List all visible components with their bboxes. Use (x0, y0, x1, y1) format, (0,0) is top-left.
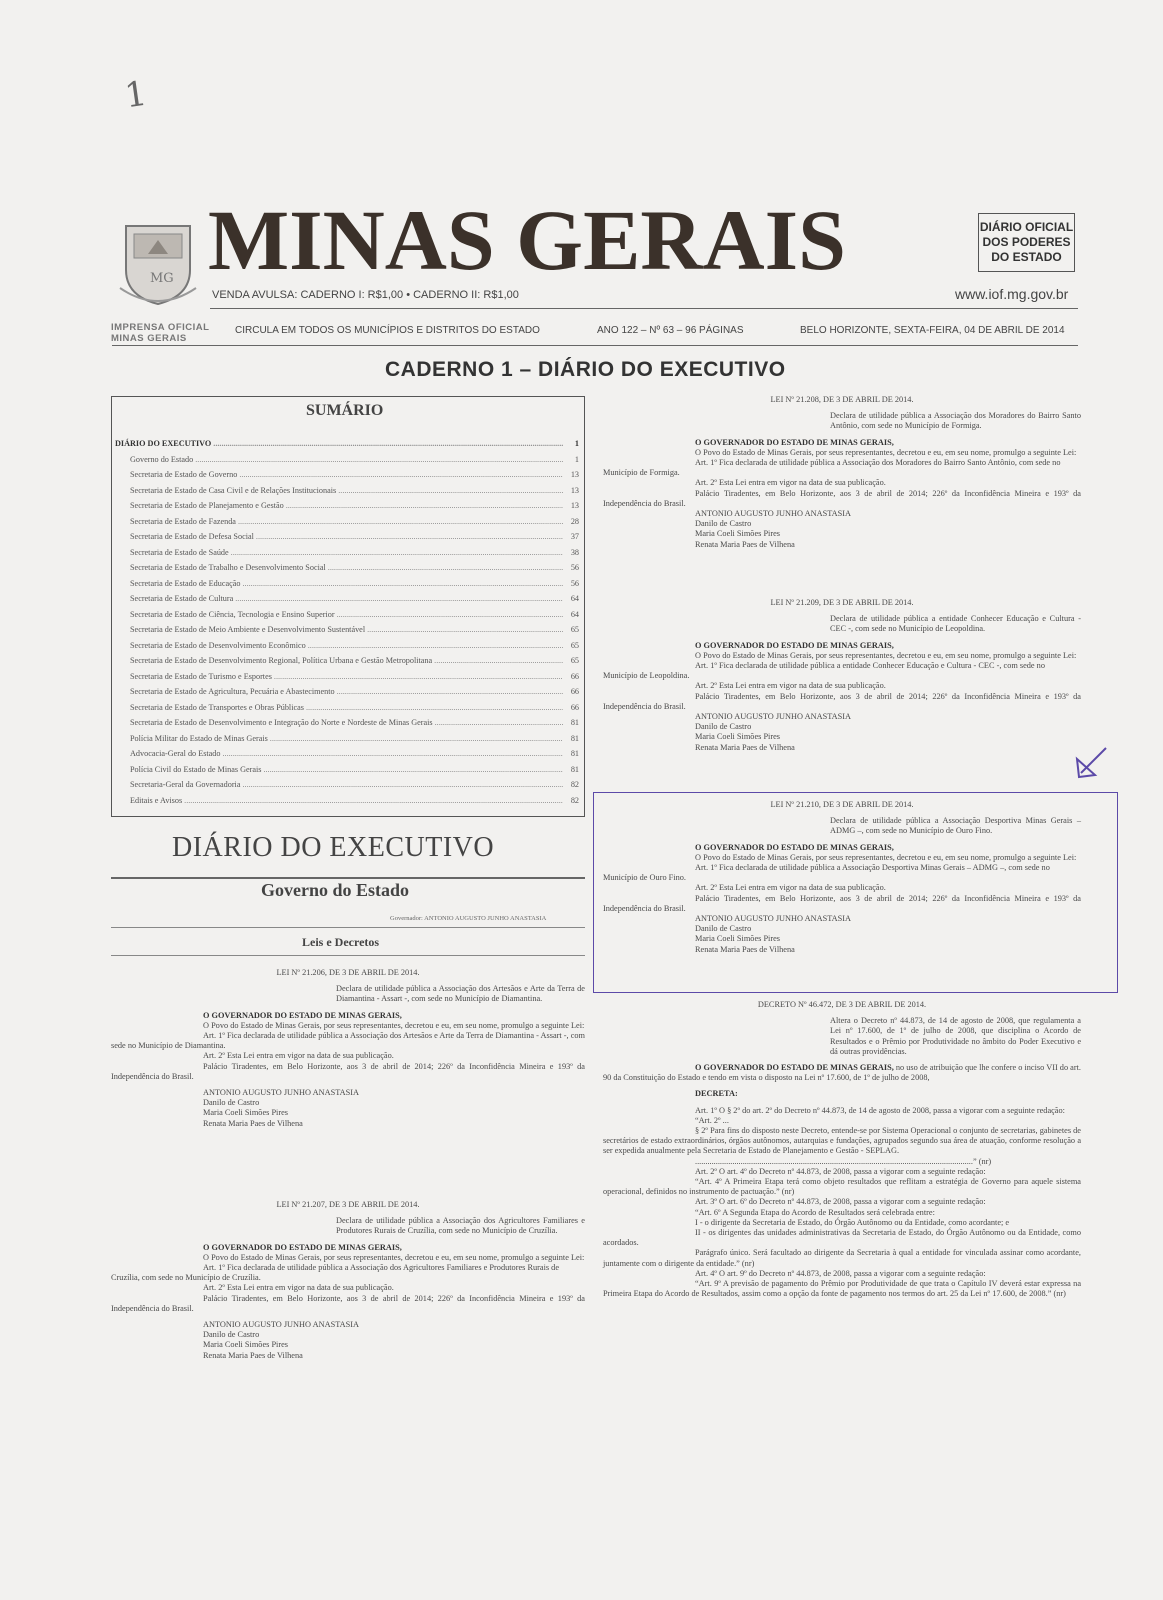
sumario-item-page: 56 (570, 578, 579, 588)
decreto-paragraph: Art. 1º O § 2º do art. 2º do Decreto nº 44.873, de 14 de agosto de 2008, passa a vigorar com a seguinte redação: (695, 1105, 1065, 1115)
signatory: Renata Maria Paes de Vilhena (695, 539, 795, 549)
decreto-paragraph: “Art. 4º A Primeira Etapa terá como objeto resultados que reflitam a estratégia de Governo para aquele sistema operacional, definidos no instrumento de pactuação.” (nr) (603, 1177, 1081, 1197)
leader-dots (184, 793, 563, 809)
law-article-1: Art. 1º Fica declarada de utilidade pública a Associação dos Artesãos e Arte da Terra de Diamantina - Assart -, com sede no Município de Diamantina. (111, 1031, 585, 1051)
leader-dots (238, 514, 563, 530)
sumario-item-label: Secretaria de Estado de Turismo e Esportes (130, 671, 272, 681)
sumario-item[interactable] (115, 607, 579, 623)
law-preamble: O Povo do Estado de Minas Gerais, por seus representantes, decretou e eu, em seu nome, promulgo a seguinte Lei: (203, 1252, 585, 1262)
sumario-item-label: Polícia Civil do Estado de Minas Gerais (130, 764, 262, 774)
sumario-item-label: Polícia Militar do Estado de Minas Gerais (130, 733, 268, 743)
signatory: ANTONIO AUGUSTO JUNHO ANASTASIA (695, 509, 851, 519)
leader-dots (242, 777, 563, 793)
divider (210, 308, 1078, 309)
decreto-paragraph: Art. 4º O art. 9º do Decreto nº 44.873, de 2008, passa a vigorar com a seguinte redação: (695, 1268, 986, 1278)
sumario-item[interactable] (115, 762, 579, 778)
sumario-item[interactable] (115, 576, 579, 592)
sumario-item[interactable] (115, 467, 579, 483)
sumario-item-page: 28 (570, 516, 579, 526)
signatory: Renata Maria Paes de Vilhena (203, 1118, 303, 1128)
section-title: DIÁRIO DO EXECUTIVO (172, 832, 495, 863)
leader-dots (308, 638, 563, 654)
table-of-contents (115, 436, 579, 808)
venda-avulsa: VENDA AVULSA: CADERNO I: R$1,00 • CADERNO II: R$1,00 (212, 289, 519, 301)
law-21210 (603, 800, 1081, 955)
sumario-item-page: 81 (570, 733, 579, 743)
signatory: Renata Maria Paes de Vilhena (203, 1350, 303, 1360)
law-heading: LEI Nº 21.207, DE 3 DE ABRIL DE 2014. (276, 1200, 420, 1209)
website-link[interactable]: www.iof.mg.gov.br (955, 286, 1069, 302)
governador-heading: O GOVERNADOR DO ESTADO DE MINAS GERAIS, (203, 1010, 402, 1020)
governador-heading: O GOVERNADOR DO ESTADO DE MINAS GERAIS, (695, 437, 894, 447)
newspaper-title: MINAS GERAIS (208, 192, 846, 288)
sumario-item-label: Secretaria de Estado de Saúde (130, 547, 229, 557)
sumario-item-page: 81 (570, 764, 579, 774)
governador-heading: O GOVERNADOR DO ESTADO DE MINAS GERAIS, (203, 1242, 402, 1252)
law-preamble: O Povo do Estado de Minas Gerais, por seus representantes, decretou e eu, em seu nome, promulgo a seguinte Lei: (203, 1020, 585, 1030)
governador-heading: O GOVERNADOR DO ESTADO DE MINAS GERAIS, (695, 842, 894, 852)
signatory: Danilo de Castro (203, 1330, 260, 1340)
divider (111, 877, 585, 879)
signatories (603, 509, 1081, 550)
decreto-46472 (603, 1000, 1081, 1299)
signatory: Maria Coeli Simões Pires (695, 529, 781, 539)
law-preamble: O Povo do Estado de Minas Gerais, por seus representantes, decretou e eu, em seu nome, promulgo a seguinte Lei: (695, 447, 1077, 457)
governador-heading: O GOVERNADOR DO ESTADO DE MINAS GERAIS, (695, 640, 894, 650)
law-heading: LEI Nº 21.209, DE 3 DE ABRIL DE 2014. (770, 598, 914, 607)
sumario-item-label: Secretaria de Estado de Casa Civil e de Relações Institucionais (130, 485, 337, 495)
signatory: Danilo de Castro (695, 519, 752, 529)
signatory: Maria Coeli Simões Pires (695, 934, 781, 944)
decreta-heading: DECRETA: (695, 1089, 738, 1099)
sumario-item-page: 38 (570, 547, 579, 557)
law-ementa: Declara de utilidade pública a entidade Conhecer Educação e Cultura - CEC -, com sede no Município de Leopoldina. (830, 614, 1081, 634)
sumario-item-label: Secretaria de Estado de Educação (130, 578, 241, 588)
sumario-item-label: Secretaria de Estado de Agricultura, Pecuária e Abastecimento (130, 687, 335, 696)
sumario-item[interactable] (115, 669, 579, 685)
divider (112, 345, 1078, 346)
sumario-item[interactable] (115, 591, 579, 607)
sumario-item[interactable] (115, 793, 579, 809)
law-article-2: Art. 2º Esta Lei entra em vigor na data de sua publicação. (695, 681, 886, 691)
law-article-1: Art. 1º Fica declarada de utilidade pública a Associação dos Agricultores Familiares e Produtores Rurais de Cruzília, com sede no Município de Cruzília. (111, 1263, 560, 1283)
decreto-preamble (603, 1063, 1081, 1083)
sumario-title: SUMÁRIO (306, 402, 384, 419)
leader-dots (231, 545, 563, 561)
sumario-item[interactable] (115, 436, 579, 452)
sumario-item[interactable] (115, 684, 579, 700)
sumario-item-label: Secretaria de Estado de Trabalho e Desenvolvimento Social (130, 563, 326, 572)
leader-dots (263, 762, 563, 778)
sumario-item[interactable] (115, 498, 579, 514)
sumario-item-page: 82 (570, 795, 579, 805)
signatories (111, 1088, 585, 1129)
signatory: Maria Coeli Simões Pires (695, 732, 781, 742)
sumario-item[interactable] (115, 529, 579, 545)
sumario-item-label: Secretaria de Estado de Planejamento e Gestão (130, 501, 284, 510)
sumario-item-page: 81 (570, 749, 579, 758)
sumario-item[interactable] (115, 545, 579, 561)
edition-number: ANO 122 – Nº 63 – 96 PÁGINAS (597, 325, 744, 336)
decreto-paragraph: II - os dirigentes das unidades administrativas da Secretaria de Estado, do Órgão Autônomo ou da Entidade, como acordados. (603, 1228, 1081, 1248)
sumario-item[interactable] (115, 483, 579, 499)
sumario-item-page: 13 (570, 485, 579, 495)
leader-dots (367, 622, 563, 638)
coat-of-arms-icon (112, 218, 204, 310)
decreto-paragraph: “Art. 2º ... (695, 1115, 729, 1125)
sumario-item-label: Secretaria de Estado de Desenvolvimento Regional, Política Urbana e Gestão Metropolitana (130, 656, 433, 665)
imprensa-oficial-label: IMPRENSA OFICIAL MINAS GERAIS (111, 322, 210, 344)
leader-dots (338, 483, 563, 499)
sumario-item-label: Secretaria de Estado de Meio Ambiente e Desenvolvimento Sustentável (130, 625, 366, 634)
law-palacio: Palácio Tiradentes, em Belo Horizonte, aos 3 de abril de 2014; 226º da Inconfidência Mineira e 193º da Independência do Brasil. (603, 691, 1081, 711)
sumario-item-page: 65 (570, 640, 579, 650)
law-palacio: Palácio Tiradentes, em Belo Horizonte, aos 3 de abril de 2014; 226º da Inconfidência Mineira e 193º da Independência do Brasil. (111, 1293, 585, 1313)
governador-line: Governador: ANTONIO AUGUSTO JUNHO ANASTASIA (390, 915, 547, 922)
law-article-2: Art. 2º Esta Lei entra em vigor na data de sua publicação. (695, 478, 886, 488)
law-ementa: Declara de utilidade pública a Associação Desportiva Minas Gerais – ADMG –, com sede no Município de Ouro Fino. (830, 816, 1081, 836)
decreto-heading: DECRETO Nº 46.472, DE 3 DE ABRIL DE 2014. (757, 1000, 927, 1009)
leis-decretos-heading: Leis e Decretos (302, 935, 380, 949)
law-ementa: Declara de utilidade pública a Associação dos Moradores do Bairro Santo Antônio, com sede no Município de Formiga. (830, 411, 1081, 431)
sumario-item-label: Editais e Avisos (130, 795, 183, 805)
sumario-item[interactable] (115, 452, 579, 468)
diario-oficial-box: DIÁRIO OFICIAL DOS PODERES DO ESTADO (978, 213, 1075, 272)
sumario-item[interactable] (115, 514, 579, 530)
divider (111, 955, 585, 956)
leader-dots (239, 467, 563, 483)
signatory: Renata Maria Paes de Vilhena (695, 742, 795, 752)
law-ementa: Declara de utilidade pública a Associação dos Artesãos e Arte da Terra de Diamantina - Assart -, com sede no Município de Diamantina. (336, 984, 585, 1004)
law-palacio: Palácio Tiradentes, em Belo Horizonte, aos 3 de abril de 2014; 226º da Inconfidência Mineira e 193º da Independência do Brasil. (603, 893, 1081, 913)
leader-dots (195, 452, 563, 468)
law-article-2: Art. 2º Esta Lei entra em vigor na data de sua publicação. (203, 1051, 394, 1061)
sumario-item-page: 13 (570, 470, 579, 479)
decreto-paragraph: I - o dirigente da Secretaria de Estado, do Órgão Autônomo ou da Entidade, como acordante; e (695, 1217, 1010, 1227)
law-preamble: O Povo do Estado de Minas Gerais, por seus representantes, decretou e eu, em seu nome, promulgo a seguinte Lei: (695, 650, 1077, 660)
leader-dots (286, 498, 563, 514)
svg-text:MG: MG (150, 271, 174, 286)
signatories (111, 1320, 585, 1361)
sumario-item-page: 64 (570, 594, 579, 603)
signatory: Maria Coeli Simões Pires (203, 1108, 289, 1118)
law-article-1: Art. 1º Fica declarada de utilidade pública a entidade Conhecer Educação e Cultura - CEC -, com sede no Município de Leopoldina. (603, 661, 1045, 681)
law-heading: LEI Nº 21.208, DE 3 DE ABRIL DE 2014. (770, 395, 914, 404)
divider (111, 927, 585, 928)
law-palacio: Palácio Tiradentes, em Belo Horizonte, aos 3 de abril de 2014; 226º da Inconfidência Mineira e 193º da Independência do Brasil. (603, 488, 1081, 508)
law-preamble: O Povo do Estado de Minas Gerais, por seus representantes, decretou e eu, em seu nome, promulgo a seguinte Lei: (695, 852, 1077, 862)
decreto-paragraph: Art. 3º O art. 6º do Decreto nº 44.873, de 2008, passa a vigorar com a seguinte redação: (695, 1197, 986, 1207)
sumario-item-page: 65 (570, 625, 579, 634)
sumario-item-label: Secretaria de Estado de Governo (130, 470, 238, 479)
leader-dots (222, 746, 563, 762)
decreto-paragraph: Art. 2º O art. 4º do Decreto nº 44.873, de 2008, passa a vigorar com a seguinte redação: (695, 1166, 986, 1176)
sumario-item-label: Advocacia-Geral do Estado (130, 749, 221, 758)
leader-dots (306, 700, 563, 716)
signatory: Maria Coeli Simões Pires (203, 1340, 289, 1350)
leader-dots (213, 436, 563, 452)
hand-drawn-arrow-icon (1073, 745, 1109, 781)
edition-date: BELO HORIZONTE, SEXTA-FEIRA, 04 DE ABRIL DE 2014 (800, 325, 1065, 336)
decreto-paragraph: “Art. 9º A previsão de pagamento do Prêmio por Produtividade de que trata o Capítulo IV deverá estar expressa na Primeira Etapa do Acordo de Resultados, assim como a opção da fonte de pagamento nos termos do art. 25 da Lei nº 17.600, de 2008.” (nr) (603, 1279, 1081, 1299)
law-ementa: Declara de utilidade pública a Associação dos Agricultores Familiares e Produtores Rurais de Cruzília, com sede no Município de Cruzília. (336, 1216, 585, 1236)
leader-dots (435, 715, 563, 731)
sumario-item-page: 65 (570, 656, 579, 665)
sumario-item-label: Secretaria de Estado de Desenvolvimento e Integração do Norte e Nordeste de Minas Gerais (130, 718, 433, 727)
law-21209 (603, 598, 1081, 753)
leader-dots (235, 591, 563, 607)
leader-dots (328, 560, 563, 576)
sumario-item-page: 81 (570, 718, 579, 727)
sumario-item-label: Secretaria de Estado de Cultura (130, 594, 234, 603)
governador-heading: O GOVERNADOR DO ESTADO DE MINAS GERAIS, (695, 1063, 894, 1073)
sumario-item[interactable] (115, 746, 579, 762)
leader-dots (242, 576, 563, 592)
law-palacio: Palácio Tiradentes, em Belo Horizonte, aos 3 de abril de 2014; 226º da Inconfidência Mineira e 193º da Independência do Brasil. (111, 1061, 585, 1081)
sumario-item-label: Secretaria de Estado de Ciência, Tecnologia e Ensino Superior (130, 609, 335, 619)
decreto-paragraph: § 2º Para fins do disposto neste Decreto, entende-se por Sistema Operacional o conjunto de secretarias, gabinetes de secretários de estado extraordinários, órgãos autônomos, autarquias e fundações, agrupados segundo sua área de atuação, conforme resolução a ser expedida anualmente pela Secretaria de Estado de Planejamento e Gestão - SEPLAG. (603, 1126, 1081, 1156)
signatory: Danilo de Castro (203, 1098, 260, 1108)
sumario-item[interactable] (115, 622, 579, 638)
caderno-heading: CADERNO 1 – DIÁRIO DO EXECUTIVO (385, 358, 786, 381)
decreto-preamble-text: no uso de atribuição que lhe confere o inciso VII do art. 90 da Constituição do Estado e tendo em vista o disposto na Lei nº 17.600, de 1º de julho de 2008, (603, 1063, 1081, 1083)
decreto-ementa: Altera o Decreto nº 44.873, de 14 de agosto de 2008, que regulamenta a Lei nº 17.600, de 1º de julho de 2008, que disciplina o Acordo de Resultados e o Prêmio por Produtividade no âmbito do Poder Executivo e dá outras providências. (830, 1016, 1081, 1056)
sumario-item-page: 1 (574, 454, 579, 464)
leader-dots (337, 684, 563, 700)
handwritten-mark: 1 (122, 73, 150, 117)
signatory: Danilo de Castro (695, 722, 752, 732)
law-heading: LEI Nº 21.206, DE 3 DE ABRIL DE 2014. (276, 968, 420, 977)
sumario-item-page: 1 (574, 439, 579, 448)
leader-dots (337, 607, 563, 623)
sumario-item[interactable] (115, 560, 579, 576)
sumario-item-page: 13 (570, 501, 579, 510)
sumario-item-label: Secretaria de Estado de Desenvolvimento Econômico (130, 640, 306, 650)
law-article-1: Art. 1º Fica declarada de utilidade pública a Associação dos Moradores do Bairro Santo Antônio, com sede no Município de Formiga. (603, 458, 1061, 478)
sumario-item-label: Governo do Estado (130, 454, 194, 464)
law-article-2: Art. 2º Esta Lei entra em vigor na data de sua publicação. (203, 1283, 394, 1293)
circulation-note: CIRCULA EM TODOS OS MUNICÍPIOS E DISTRITOS DO ESTADO (235, 325, 540, 336)
signatory: Renata Maria Paes de Vilhena (695, 944, 795, 954)
sumario-item-label: Secretaria de Estado de Defesa Social (130, 532, 254, 541)
decreto-body (603, 1106, 1081, 1300)
sumario-item-page: 56 (570, 563, 579, 572)
sumario-item-page: 66 (570, 671, 579, 681)
sumario-item-page: 82 (570, 780, 579, 789)
signatories (603, 712, 1081, 753)
sumario-item-page: 64 (570, 609, 579, 619)
signatory: Danilo de Castro (695, 924, 752, 934)
decreto-paragraph: “Art. 6º A Segunda Etapa do Acordo de Resultados será celebrada entre: (695, 1207, 935, 1217)
sumario-item[interactable] (115, 653, 579, 669)
leader-dots (270, 731, 563, 747)
sumario-item-page: 37 (570, 532, 579, 541)
leader-dots (256, 529, 563, 545)
law-article-2: Art. 2º Esta Lei entra em vigor na data de sua publicação. (695, 883, 886, 893)
law-21208 (603, 395, 1081, 550)
section-subtitle: Governo do Estado (261, 880, 410, 900)
sumario-item-label: Secretaria de Estado de Transportes e Obras Públicas (130, 702, 304, 712)
signatories (603, 914, 1081, 955)
signatory: ANTONIO AUGUSTO JUNHO ANASTASIA (695, 914, 851, 924)
sumario-item[interactable] (115, 638, 579, 654)
law-article-1: Art. 1º Fica declarada de utilidade pública a Associação Desportiva Minas Gerais – ADMG –, com sede no Município de Ouro Fino. (603, 863, 1050, 883)
sumario-item-page: 66 (570, 687, 579, 696)
signatory: ANTONIO AUGUSTO JUNHO ANASTASIA (695, 712, 851, 722)
law-21206 (111, 968, 585, 1129)
leader-dots (434, 653, 563, 669)
decreto-paragraph: Parágrafo único. Será facultado ao dirigente da Secretaria à qual a entidade for vinculada assinar como acordante, juntamente com o dirigente da entidade.” (nr) (603, 1248, 1081, 1268)
leader-dots (274, 669, 563, 685)
signatory: ANTONIO AUGUSTO JUNHO ANASTASIA (203, 1088, 359, 1098)
sumario-item-label: DIÁRIO DO EXECUTIVO (115, 439, 212, 448)
signatory: ANTONIO AUGUSTO JUNHO ANASTASIA (203, 1320, 359, 1330)
sumario-item[interactable] (115, 715, 579, 731)
sumario-item[interactable] (115, 700, 579, 716)
law-21207 (111, 1200, 585, 1361)
sumario-item-label: Secretaria de Estado de Fazenda (130, 516, 236, 526)
sumario-item[interactable] (115, 731, 579, 747)
sumario-item-label: Secretaria-Geral da Governadoria (130, 780, 241, 789)
sumario-item[interactable] (115, 777, 579, 793)
sumario-item-page: 66 (570, 702, 579, 712)
decreto-paragraph: ......................................................................................................................................” (nr) (695, 1156, 992, 1166)
law-heading: LEI Nº 21.210, DE 3 DE ABRIL DE 2014. (770, 800, 914, 809)
